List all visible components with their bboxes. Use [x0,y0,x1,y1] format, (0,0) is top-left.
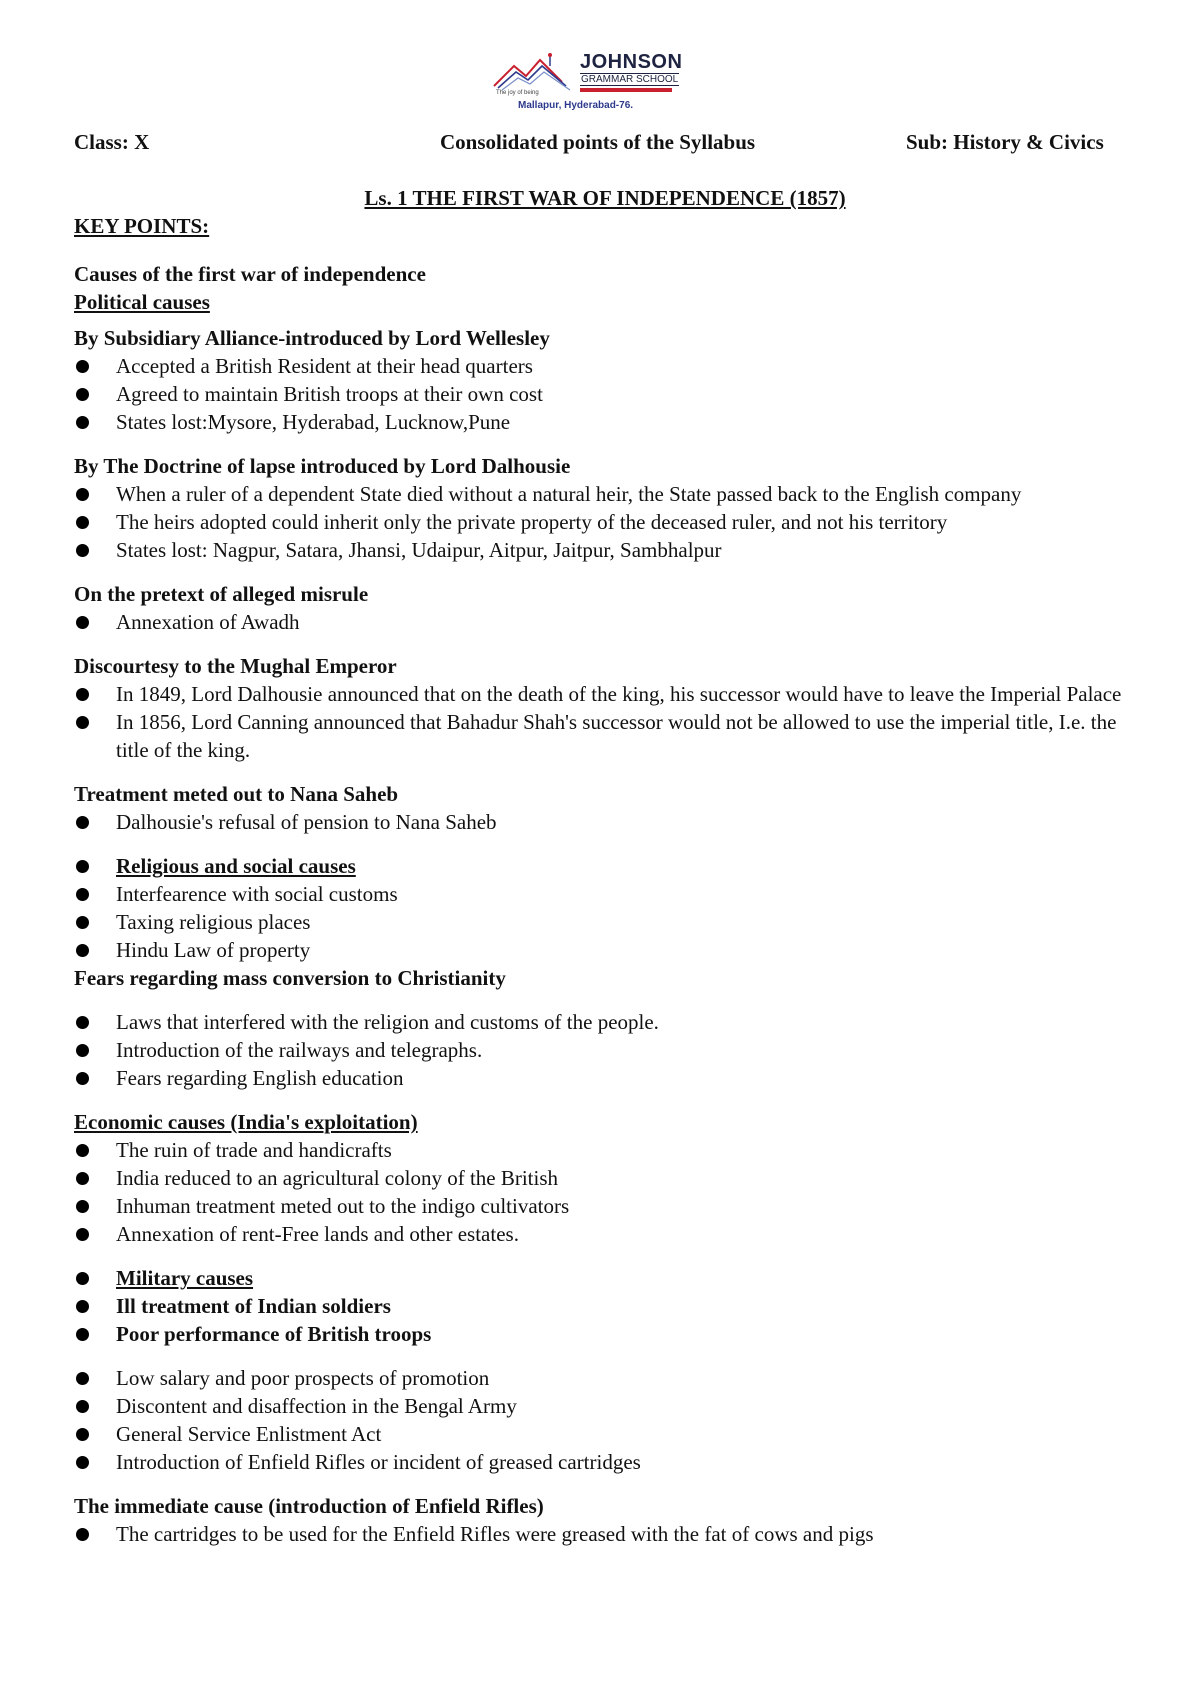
list-item: India reduced to an agricultural colony of the British [74,1164,1134,1192]
economic-heading: Economic causes (India's exploitation) [74,1110,418,1134]
bullet-icon [76,1400,89,1413]
nana-saheb-heading: Treatment meted out to Nana Saheb [74,782,399,806]
religious-list [74,852,1134,964]
list-item: Low salary and poor prospects of promotion [74,1364,1134,1392]
list-item: States lost:Mysore, Hyderabad, Lucknow,Pune [74,408,1134,436]
bullet-icon [76,916,89,929]
list-item: Accepted a British Resident at their head quarters [74,352,1134,380]
list-item: Introduction of the railways and telegraphs. [74,1036,1134,1064]
bullet-icon [76,416,89,429]
discourtesy-list [74,680,1134,764]
misrule-heading: On the pretext of alleged misrule [74,582,369,606]
political-causes-heading: Political causes [74,290,210,314]
list-item: In 1856, Lord Canning announced that Bahadur Shah's successor would not be allowed to use the imperial title, I.e. the title of the king. [74,708,1134,764]
list-item: Ill treatment of Indian soldiers [74,1292,1134,1320]
lapse-heading: By The Doctrine of lapse introduced by Lord Dalhousie [74,454,571,478]
list-item: Interfearence with social customs [74,880,1134,908]
key-points-heading: KEY POINTS: [74,214,210,238]
list-item: Taxing religious places [74,908,1134,936]
military-heading: Military causes [74,1264,1134,1292]
class-label: Class: X [74,130,150,154]
military-list [74,1364,1134,1476]
bullet-icon [76,688,89,701]
bullet-icon [76,1200,89,1213]
bullet-icon [76,616,89,629]
list-item: Fears regarding English education [74,1064,1134,1092]
logo-location: Mallapur, Hyderabad-76. [518,100,634,111]
list-item: Discontent and disaffection in the Bengal Army [74,1392,1134,1420]
military-heading-list [74,1264,1134,1348]
bullet-icon [76,944,89,957]
logo-tagline: The joy of being [496,90,539,96]
school-logo [492,46,692,118]
immediate-cause-heading: The immediate cause (introduction of Enfield Rifles) [74,1494,544,1518]
list-item: Laws that interfered with the religion and customs of the people. [74,1008,1134,1036]
bullet-icon [76,1456,89,1469]
list-item: The heirs adopted could inherit only the private property of the deceased ruler, and not his territory [74,508,1134,536]
list-item: Hindu Law of property [74,936,1134,964]
bullet-icon [76,1328,89,1341]
list-item: In 1849, Lord Dalhousie announced that on the death of the king, his successor would have to leave the Imperial Palace [74,680,1134,708]
bullet-icon [76,716,89,729]
bullet-icon [76,516,89,529]
list-item: When a ruler of a dependent State died without a natural heir, the State passed back to the English company [74,480,1134,508]
bullet-icon [76,816,89,829]
bullet-icon [76,1072,89,1085]
list-item: Introduction of Enfield Rifles or incident of greased cartridges [74,1448,1134,1476]
list-item: Poor performance of British troops [74,1320,1134,1348]
bullet-icon [76,860,89,873]
list-item: States lost: Nagpur, Satara, Jhansi, Udaipur, Aitpur, Jaitpur, Sambhalpur [74,536,1134,564]
misrule-list [74,608,1134,636]
religious-heading: Religious and social causes [74,852,1134,880]
bullet-icon [76,388,89,401]
bullet-icon [76,1016,89,1029]
list-item: The ruin of trade and handicrafts [74,1136,1134,1164]
lapse-list [74,480,1134,564]
list-item: Dalhousie's refusal of pension to Nana Saheb [74,808,1134,836]
bullet-icon [76,1372,89,1385]
document-content [74,212,1134,1548]
bullet-icon [76,1044,89,1057]
fears-list [74,1008,1134,1092]
bullet-icon [76,1172,89,1185]
list-item: Annexation of Awadh [74,608,1134,636]
bullet-icon [76,488,89,501]
bullet-icon [76,1228,89,1241]
bullet-icon [76,1272,89,1285]
bullet-icon [76,360,89,373]
lesson-title: Ls. 1 THE FIRST WAR OF INDEPENDENCE (1857) [364,186,846,210]
bullet-icon [76,1144,89,1157]
list-item: Annexation of rent-Free lands and other estates. [74,1220,1134,1248]
list-item: Inhuman treatment meted out to the indigo cultivators [74,1192,1134,1220]
fears-heading: Fears regarding mass conversion to Christianity [74,966,506,990]
causes-heading: Causes of the first war of independence [74,262,426,286]
nana-saheb-list [74,808,1134,836]
subject-label: Sub: History & Civics [906,130,1104,154]
subsidiary-list [74,352,1134,436]
discourtesy-heading: Discourtesy to the Mughal Emperor [74,654,397,678]
subsidiary-heading: By Subsidiary Alliance-introduced by Lord Wellesley [74,326,550,350]
list-item: Agreed to maintain British troops at their own cost [74,380,1134,408]
logo-school-subtitle: GRAMMAR SCHOOL [581,74,679,85]
bullet-icon [76,1528,89,1541]
bullet-icon [76,1428,89,1441]
bullet-icon [76,544,89,557]
bullet-icon [76,888,89,901]
list-item: General Service Enlistment Act [74,1420,1134,1448]
immediate-cause-list [74,1520,1134,1548]
bullet-icon [76,1300,89,1313]
logo-school-name: JOHNSON [580,51,683,73]
logo-red-bar [580,88,672,92]
document-title: Consolidated points of the Syllabus [440,130,756,154]
economic-list [74,1136,1134,1248]
list-item: The cartridges to be used for the Enfield Rifles were greased with the fat of cows and pigs [74,1520,1134,1548]
